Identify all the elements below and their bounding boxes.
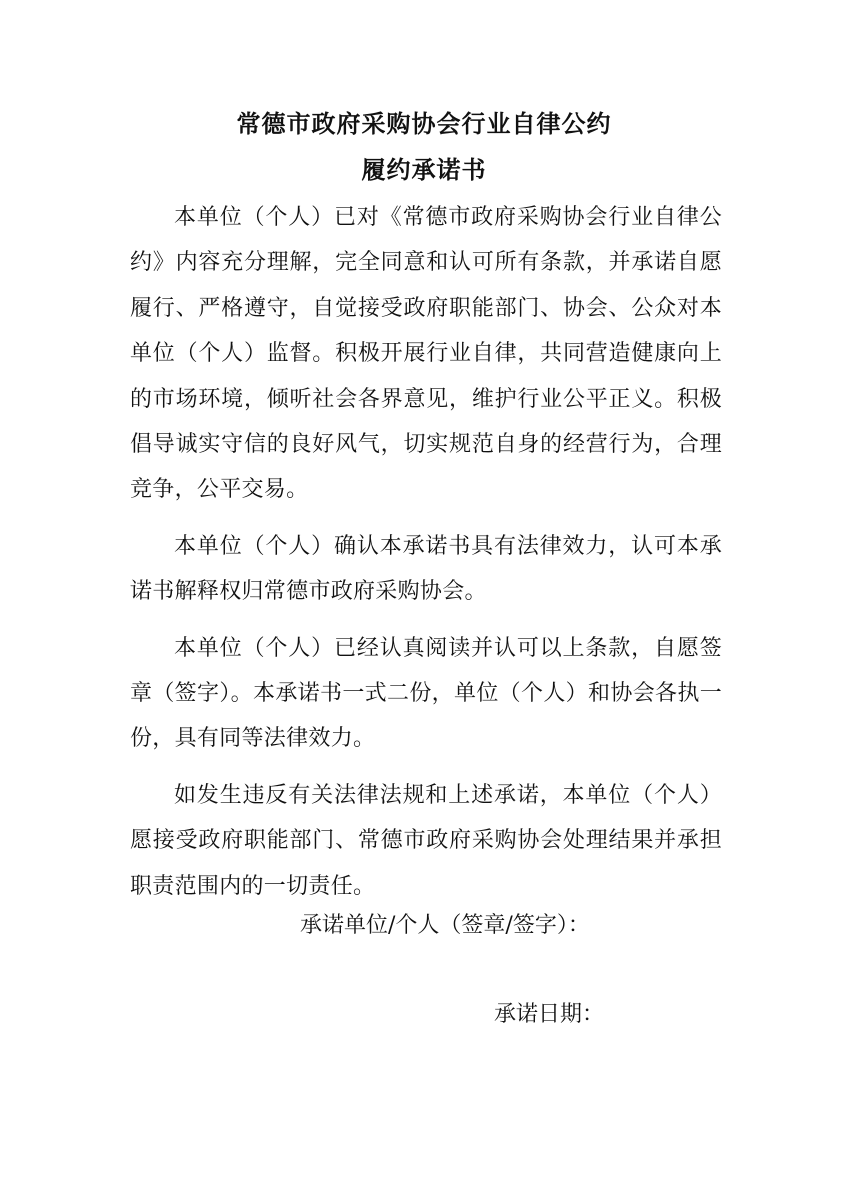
paragraph-commitment: 本单位（个人）已对《常德市政府采购协会行业自律公约》内容充分理解，完全同意和认可所有条款，并承诺自愿履行、严格遵守，自觉接受政府职能部门、协会、公众对本单位（个人）监督。积极开展行业自律，共同营造健康向上的市场环境，倾听社会各界意见，维护行业公平正义。积极倡导诚实守信的良好风气，切实规范自身的经营行为，合理竞争，公平交易。 bbox=[130, 205, 722, 503]
paragraph-liability: 如发生违反有关法律法规和上述承诺，本单位（个人）愿接受政府职能部门、常德市政府采购协会处理结果并承担职责范围内的一切责任。 bbox=[130, 782, 722, 899]
document-title: 常德市政府采购协会行业自律公约 bbox=[236, 110, 612, 138]
paragraph-legal-effect: 本单位（个人）确认本承诺书具有法律效力，认可本承诺书解释权归常德市政府采购协会。 bbox=[130, 533, 722, 605]
document-body bbox=[130, 195, 722, 920]
date-label: 承诺日期： bbox=[494, 1002, 605, 1027]
signature-label: 承诺单位/个人（签章/签字）： bbox=[300, 913, 590, 938]
document-subtitle: 履约承诺书 bbox=[361, 156, 487, 184]
paragraph-signing: 本单位（个人）已经认真阅读并认可以上条款，自愿签章（签字）。本承诺书一式二份，单位（个人）和协会各执一份，具有同等法律效力。 bbox=[130, 635, 722, 752]
